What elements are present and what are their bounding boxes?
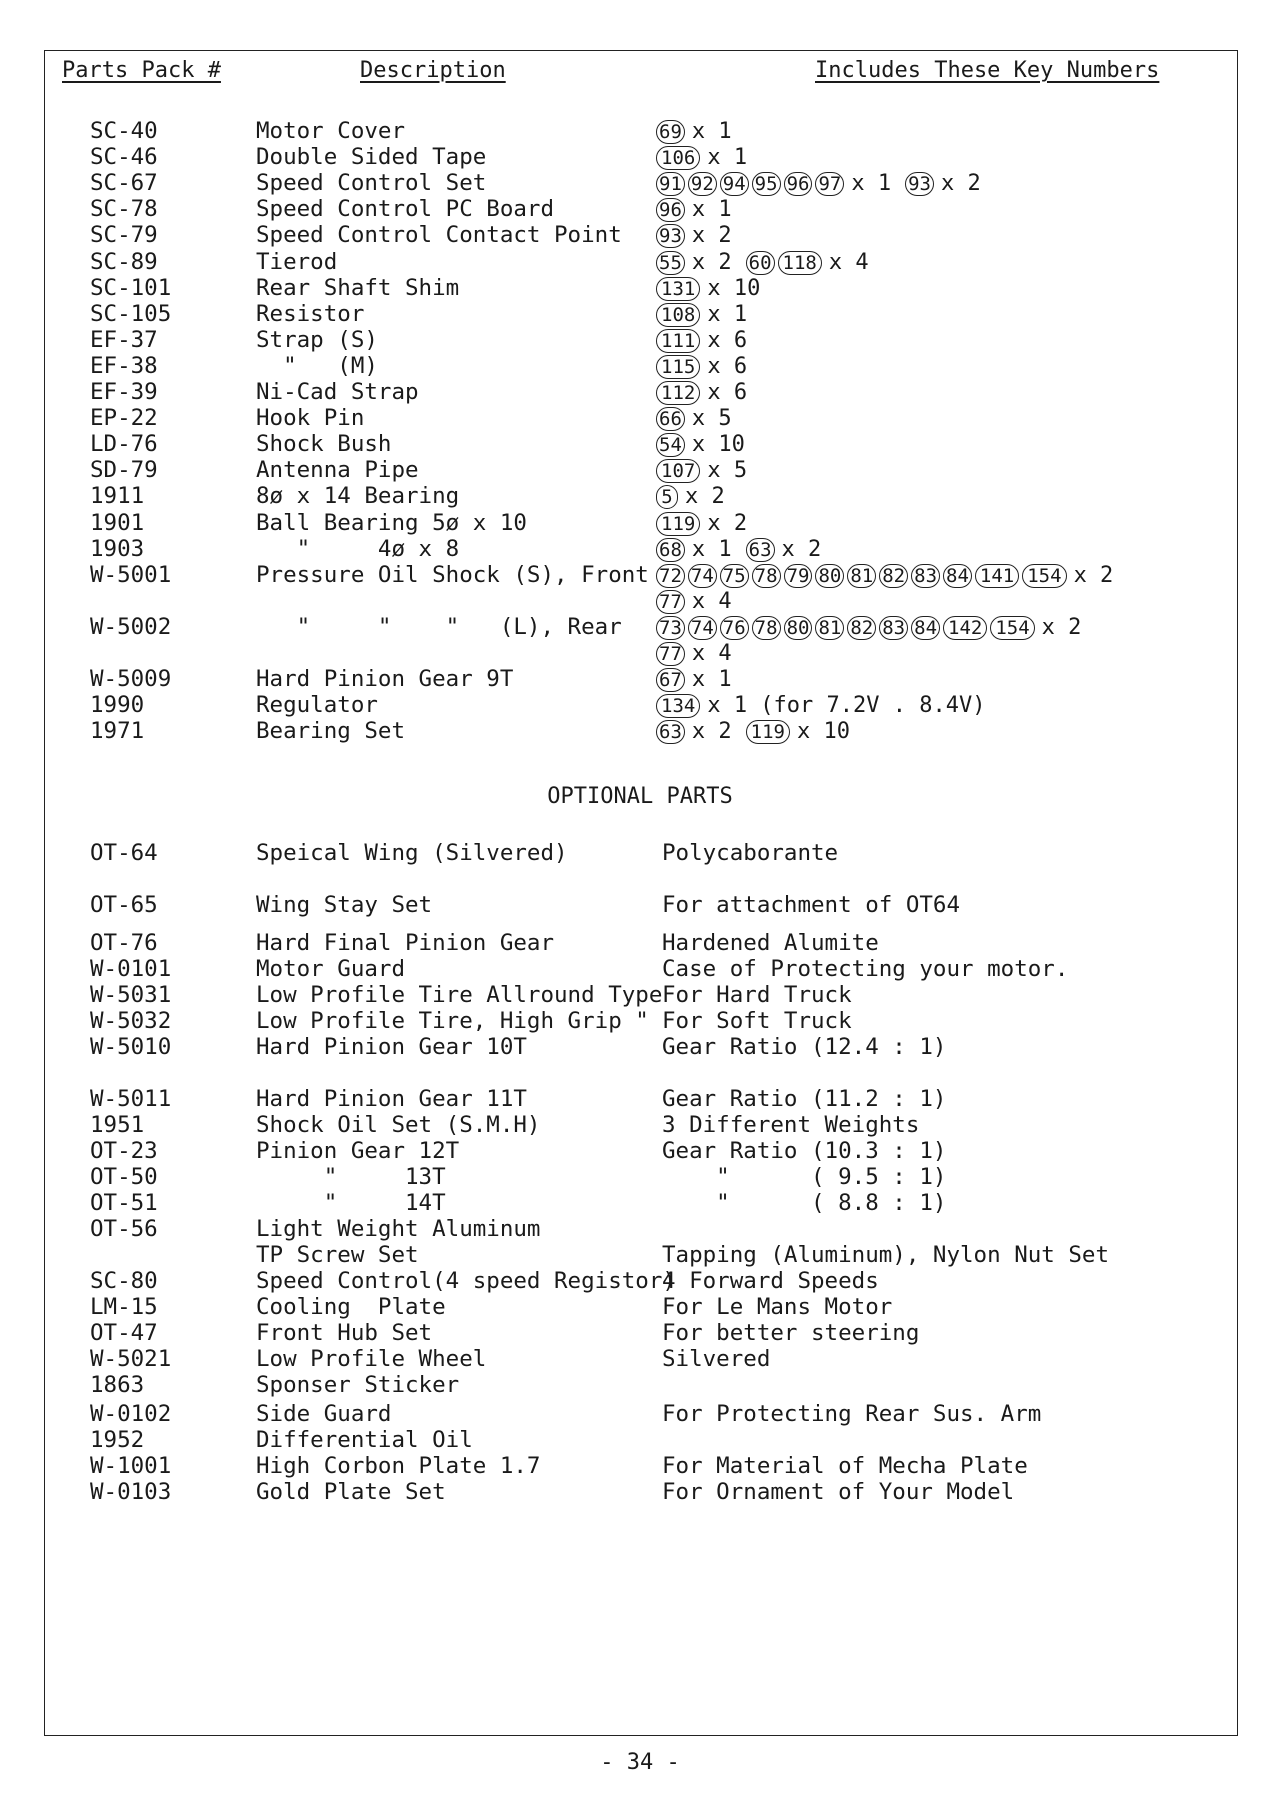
header-parts-pack: Parts Pack # — [62, 58, 221, 83]
key-quantity: x 2 — [691, 250, 732, 275]
page-border — [44, 50, 1238, 1736]
page-number: - 34 - — [600, 1750, 680, 1775]
part-code: 1903 — [90, 536, 145, 562]
part-key-numbers — [656, 640, 746, 666]
key-quantity: x 6 — [707, 380, 748, 405]
part-description: Bearing Set — [256, 718, 406, 744]
optional-description: Side Guard — [256, 1401, 392, 1427]
part-description: Speed Control Set — [256, 170, 487, 196]
optional-info: For Protecting Rear Sus. Arm — [662, 1401, 1042, 1427]
optional-code: OT-56 — [90, 1216, 158, 1242]
key-quantity: x 2 — [691, 719, 732, 744]
key-quantity: x 2 — [1041, 615, 1082, 640]
part-key-numbers — [656, 483, 739, 509]
part-description: Strap (S) — [256, 327, 378, 353]
key-number-circle: 54 — [656, 433, 685, 457]
part-key-numbers — [656, 666, 746, 692]
key-number-circle: 74 — [688, 564, 717, 588]
key-quantity: x 5 — [691, 406, 732, 431]
optional-info: Gear Ratio (10.3 : 1) — [662, 1138, 947, 1164]
part-code: SC-78 — [90, 196, 158, 222]
optional-description: " 14T — [256, 1190, 446, 1216]
key-quantity: x 2 — [1073, 563, 1114, 588]
optional-info: Tapping (Aluminum), Nylon Nut Set — [662, 1242, 1110, 1268]
key-number-circle: 154 — [1022, 564, 1066, 588]
part-code: EF-37 — [90, 327, 158, 353]
key-number-circle: 78 — [752, 616, 781, 640]
optional-description: Motor Guard — [256, 956, 406, 982]
optional-code: OT-76 — [90, 930, 158, 956]
optional-description: Gold Plate Set — [256, 1479, 446, 1505]
part-code: 1990 — [90, 692, 145, 718]
key-number-circle: 77 — [656, 642, 685, 666]
part-description: Tierod — [256, 249, 338, 275]
optional-info: For Hard Truck — [662, 982, 852, 1008]
key-number-circle: 131 — [656, 277, 700, 301]
key-quantity: x 10 — [796, 719, 850, 744]
part-key-numbers — [656, 327, 761, 353]
optional-info: " ( 8.8 : 1) — [662, 1190, 947, 1216]
optional-description: Wing Stay Set — [256, 892, 433, 918]
part-key-numbers — [656, 275, 774, 301]
key-number-circle: 63 — [656, 720, 685, 744]
part-description: Resistor — [256, 301, 365, 327]
key-quantity: x 2 — [940, 171, 981, 196]
optional-description: TP Screw Set — [256, 1242, 419, 1268]
part-key-numbers — [656, 614, 1095, 640]
key-quantity: x 2 — [691, 223, 732, 248]
optional-info: For Soft Truck — [662, 1008, 852, 1034]
key-quantity: x 4 — [828, 250, 869, 275]
optional-description: Speical Wing (Silvered) — [256, 840, 568, 866]
key-number-circle: 78 — [752, 564, 781, 588]
key-number-circle: 67 — [656, 668, 685, 692]
part-code: SC-89 — [90, 249, 158, 275]
key-number-circle: 106 — [656, 146, 700, 170]
optional-description: Cooling Plate — [256, 1294, 446, 1320]
optional-description: Low Profile Tire Allround Type — [256, 982, 663, 1008]
key-number-circle: 154 — [990, 616, 1034, 640]
optional-info: For Ornament of Your Model — [662, 1479, 1015, 1505]
key-number-circle: 79 — [784, 564, 813, 588]
optional-code: W-5031 — [90, 982, 172, 1008]
part-description: Hook Pin — [256, 405, 365, 431]
header-description: Description — [360, 58, 506, 83]
part-key-numbers — [656, 562, 1127, 588]
optional-description: Differential Oil — [256, 1427, 473, 1453]
optional-code: W-5032 — [90, 1008, 172, 1034]
key-number-circle: 119 — [656, 512, 700, 536]
part-code: SC-101 — [90, 275, 172, 301]
part-key-numbers — [656, 457, 761, 483]
key-number-circle: 69 — [656, 120, 685, 144]
part-description: Rear Shaft Shim — [256, 275, 460, 301]
key-quantity: x 1 — [691, 537, 732, 562]
key-quantity: x 6 — [707, 328, 748, 353]
optional-code: OT-47 — [90, 1320, 158, 1346]
key-number-circle: 83 — [911, 564, 940, 588]
optional-info: Hardened Alumite — [662, 930, 879, 956]
key-quantity: x 10 — [691, 432, 745, 457]
part-code: LD-76 — [90, 431, 158, 457]
optional-info: 3 Different Weights — [662, 1112, 920, 1138]
key-number-circle: 74 — [688, 616, 717, 640]
optional-parts-title: OPTIONAL PARTS — [547, 784, 733, 809]
optional-info: For Material of Mecha Plate — [662, 1453, 1028, 1479]
part-key-numbers — [656, 118, 746, 144]
key-quantity: x 1 — [691, 667, 732, 692]
part-code: 1901 — [90, 510, 145, 536]
part-key-numbers — [656, 144, 761, 170]
key-number-circle: 115 — [656, 355, 700, 379]
optional-info: Silvered — [662, 1346, 771, 1372]
part-code: EF-39 — [90, 379, 158, 405]
optional-code: OT-23 — [90, 1138, 158, 1164]
optional-description: " 13T — [256, 1164, 446, 1190]
part-code: W-5002 — [90, 614, 172, 640]
part-key-numbers — [656, 692, 999, 718]
key-quantity: x 2 — [685, 484, 725, 509]
key-number-circle: 94 — [720, 172, 749, 196]
key-number-circle: 82 — [879, 564, 908, 588]
optional-description: High Corbon Plate 1.7 — [256, 1453, 541, 1479]
part-description: " 4ø x 8 — [256, 536, 460, 562]
part-key-numbers — [656, 510, 761, 536]
optional-code: W-0101 — [90, 956, 172, 982]
optional-code: LM-15 — [90, 1294, 158, 1320]
optional-code: 1952 — [90, 1427, 145, 1453]
key-quantity: x 2 — [781, 537, 822, 562]
part-code: SC-105 — [90, 301, 172, 327]
optional-code: SC-80 — [90, 1268, 158, 1294]
part-code: W-5001 — [90, 562, 172, 588]
part-code: EF-38 — [90, 353, 158, 379]
optional-description: Front Hub Set — [256, 1320, 433, 1346]
optional-description: Hard Final Pinion Gear — [256, 930, 555, 956]
optional-info: 4 Forward Speeds — [662, 1268, 879, 1294]
key-number-circle: 63 — [746, 538, 775, 562]
part-code: W-5009 — [90, 666, 172, 692]
part-description: " (M) — [256, 353, 378, 379]
part-key-numbers — [656, 196, 746, 222]
key-number-circle: 108 — [656, 303, 700, 327]
key-number-circle: 68 — [656, 538, 685, 562]
optional-code: 1863 — [90, 1372, 145, 1398]
part-key-numbers — [656, 536, 835, 562]
optional-info: " ( 9.5 : 1) — [662, 1164, 947, 1190]
optional-info: Polycaborante — [662, 840, 839, 866]
key-quantity: x 2 — [707, 511, 748, 536]
key-number-circle: 82 — [847, 616, 876, 640]
key-quantity: x 1 — [707, 145, 748, 170]
key-number-circle: 5 — [656, 485, 678, 509]
optional-code: OT-50 — [90, 1164, 158, 1190]
key-number-circle: 97 — [815, 172, 844, 196]
optional-code: W-5010 — [90, 1034, 172, 1060]
part-key-numbers — [656, 249, 883, 275]
optional-description: Low Profile Tire, High Grip " — [256, 1008, 649, 1034]
key-number-circle: 112 — [656, 381, 700, 405]
optional-info: For Le Mans Motor — [662, 1294, 893, 1320]
optional-code: OT-51 — [90, 1190, 158, 1216]
part-description: 8ø x 14 Bearing — [256, 483, 460, 509]
part-description: Double Sided Tape — [256, 144, 487, 170]
optional-info: Gear Ratio (11.2 : 1) — [662, 1086, 947, 1112]
key-number-circle: 55 — [656, 251, 685, 275]
key-number-circle: 81 — [815, 616, 844, 640]
optional-description: Light Weight Aluminum — [256, 1216, 541, 1242]
key-number-circle: 77 — [656, 590, 685, 614]
key-number-circle: 107 — [656, 459, 700, 483]
part-code: SD-79 — [90, 457, 158, 483]
part-description: Pressure Oil Shock (S), Front — [256, 562, 649, 588]
key-number-circle: 72 — [656, 564, 685, 588]
optional-code: 1951 — [90, 1112, 145, 1138]
key-number-circle: 96 — [784, 172, 813, 196]
key-quantity: x 4 — [691, 589, 732, 614]
part-code: SC-46 — [90, 144, 158, 170]
key-number-circle: 96 — [656, 198, 685, 222]
part-description: Ball Bearing 5ø x 10 — [256, 510, 527, 536]
key-number-circle: 76 — [720, 616, 749, 640]
optional-info: For better steering — [662, 1320, 920, 1346]
optional-description: Hard Pinion Gear 10T — [256, 1034, 527, 1060]
key-number-circle: 95 — [752, 172, 781, 196]
part-code: 1911 — [90, 483, 145, 509]
optional-code: OT-65 — [90, 892, 158, 918]
key-number-circle: 119 — [746, 720, 790, 744]
part-description: Motor Cover — [256, 118, 406, 144]
optional-description: Sponser Sticker — [256, 1372, 460, 1398]
part-description: " " " (L), Rear — [256, 614, 622, 640]
part-description: Ni-Cad Strap — [256, 379, 419, 405]
key-number-circle: 111 — [656, 329, 700, 353]
optional-description: Shock Oil Set (S.M.H) — [256, 1112, 541, 1138]
part-code: SC-79 — [90, 222, 158, 248]
part-description: Speed Control Contact Point — [256, 222, 622, 248]
key-number-circle: 83 — [879, 616, 908, 640]
header-key-numbers: Includes These Key Numbers — [815, 58, 1160, 83]
key-number-circle: 60 — [746, 251, 775, 275]
optional-code: W-0102 — [90, 1401, 172, 1427]
part-key-numbers — [656, 170, 995, 196]
key-quantity: x 1 — [851, 171, 892, 196]
optional-description: Hard Pinion Gear 11T — [256, 1086, 527, 1112]
optional-info: Case of Protecting your motor. — [662, 956, 1069, 982]
part-description: Regulator — [256, 692, 378, 718]
key-number-circle: 75 — [720, 564, 749, 588]
key-number-circle: 91 — [656, 172, 685, 196]
key-quantity: x 5 — [707, 458, 748, 483]
key-quantity: x 6 — [707, 354, 748, 379]
key-quantity: x 4 — [691, 641, 732, 666]
part-key-numbers — [656, 353, 761, 379]
key-quantity: x 10 — [707, 276, 761, 301]
key-number-circle: 141 — [975, 564, 1019, 588]
key-quantity: x 1 — [691, 197, 732, 222]
part-key-numbers — [656, 379, 761, 405]
key-quantity: x 1 — [707, 302, 748, 327]
optional-info: Gear Ratio (12.4 : 1) — [662, 1034, 947, 1060]
part-description: Shock Bush — [256, 431, 392, 457]
optional-code: W-1001 — [90, 1453, 172, 1479]
key-quantity: x 1 (for 7.2V . 8.4V) — [707, 693, 986, 718]
optional-info: For attachment of OT64 — [662, 892, 961, 918]
optional-code: W-5011 — [90, 1086, 172, 1112]
part-description: Antenna Pipe — [256, 457, 419, 483]
optional-description: Pinion Gear 12T — [256, 1138, 460, 1164]
optional-code: W-0103 — [90, 1479, 172, 1505]
part-description: Speed Control PC Board — [256, 196, 555, 222]
part-description: Hard Pinion Gear 9T — [256, 666, 514, 692]
key-number-circle: 84 — [911, 616, 940, 640]
key-number-circle: 92 — [688, 172, 717, 196]
part-code: EP-22 — [90, 405, 158, 431]
part-key-numbers — [656, 222, 746, 248]
part-key-numbers — [656, 588, 746, 614]
key-number-circle: 93 — [656, 224, 685, 248]
key-number-circle: 134 — [656, 694, 700, 718]
part-key-numbers — [656, 301, 761, 327]
part-key-numbers — [656, 718, 864, 744]
optional-description: Speed Control(4 speed Registor) — [256, 1268, 676, 1294]
part-key-numbers — [656, 431, 759, 457]
key-number-circle: 81 — [847, 564, 876, 588]
key-number-circle: 73 — [656, 616, 685, 640]
optional-code: W-5021 — [90, 1346, 172, 1372]
part-code: SC-67 — [90, 170, 158, 196]
key-quantity: x 1 — [691, 119, 732, 144]
part-code: SC-40 — [90, 118, 158, 144]
optional-code: OT-64 — [90, 840, 158, 866]
key-number-circle: 142 — [943, 616, 987, 640]
key-number-circle: 93 — [905, 172, 934, 196]
key-number-circle: 80 — [815, 564, 844, 588]
optional-description: Low Profile Wheel — [256, 1346, 487, 1372]
key-number-circle: 84 — [943, 564, 972, 588]
key-number-circle: 80 — [784, 616, 813, 640]
part-code: 1971 — [90, 718, 145, 744]
part-key-numbers — [656, 405, 746, 431]
key-number-circle: 118 — [778, 251, 822, 275]
key-number-circle: 66 — [656, 407, 685, 431]
